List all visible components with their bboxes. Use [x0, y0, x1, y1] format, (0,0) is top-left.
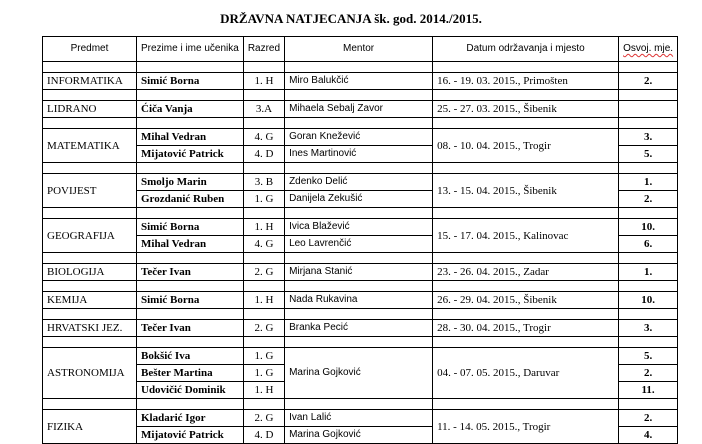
class-cell: 3. B [243, 174, 284, 191]
student-cell: Mijatović Patrick [137, 146, 244, 163]
class-cell: 1. H [243, 73, 284, 90]
spacer-row [43, 399, 678, 410]
student-cell: Simić Borna [137, 219, 244, 236]
mentor-cell: Marina Gojković [285, 348, 433, 399]
table-row [43, 320, 678, 337]
spacer-row [43, 337, 678, 348]
student-cell: Tečer Ivan [137, 320, 244, 337]
place-result-cell: 10. [619, 292, 678, 309]
subject-cell: KEMIJA [43, 292, 137, 309]
student-cell: Bešter Martina [137, 365, 244, 382]
spacer-cell [433, 62, 619, 73]
spacer-cell [433, 253, 619, 264]
spacer-cell [137, 309, 244, 320]
table-row [43, 264, 678, 281]
place-result-cell: 2. [619, 410, 678, 427]
table-row [43, 101, 678, 118]
spacer-cell [43, 399, 137, 410]
spacer-cell [137, 90, 244, 101]
place-result-cell: 6. [619, 236, 678, 253]
student-cell: Simić Borna [137, 292, 244, 309]
place-result-cell: 10. [619, 219, 678, 236]
subject-cell: BIOLOGIJA [43, 264, 137, 281]
class-cell: 4. D [243, 427, 284, 444]
spacer-cell [619, 281, 678, 292]
spacer-cell [619, 163, 678, 174]
date-place-cell: 16. - 19. 03. 2015., Primošten [433, 73, 619, 90]
subject-cell: FIZIKA [43, 410, 137, 444]
spacer-cell [137, 337, 244, 348]
student-cell: Ćiča Vanja [137, 101, 244, 118]
mentor-cell: Miro Balukčić [285, 73, 433, 90]
date-place-cell: 28. - 30. 04. 2015., Trogir [433, 320, 619, 337]
mentor-cell: Marina Gojković [285, 427, 433, 444]
subject-cell: MATEMATIKA [43, 129, 137, 163]
place-result-cell: 1. [619, 174, 678, 191]
mentor-cell: Zdenko Delić [285, 174, 433, 191]
spacer-cell [137, 118, 244, 129]
spacer-cell [243, 163, 284, 174]
student-cell: Mijatović Patrick [137, 427, 244, 444]
student-cell: Tečer Ivan [137, 264, 244, 281]
header-ucenik: Prezime i ime učenika [137, 37, 244, 62]
subject-cell: GEOGRAFIJA [43, 219, 137, 253]
place-result-cell: 5. [619, 146, 678, 163]
class-cell: 1. G [243, 191, 284, 208]
spacer-row [43, 281, 678, 292]
place-result-cell: 2. [619, 73, 678, 90]
place-result-cell: 2. [619, 191, 678, 208]
spacer-cell [433, 281, 619, 292]
spacer-cell [43, 337, 137, 348]
spacer-cell [285, 90, 433, 101]
date-place-cell: 08. - 10. 04. 2015., Trogir [433, 129, 619, 163]
class-cell: 2. G [243, 264, 284, 281]
spacer-cell [43, 309, 137, 320]
spacer-cell [43, 62, 137, 73]
spacer-cell [243, 208, 284, 219]
place-result-cell [619, 101, 678, 118]
spacer-row [43, 90, 678, 101]
student-cell: Simić Borna [137, 73, 244, 90]
table-body [43, 37, 678, 444]
spacer-row [43, 62, 678, 73]
spacer-cell [285, 309, 433, 320]
class-cell: 1. G [243, 348, 284, 365]
competitions-table [42, 36, 678, 444]
class-cell: 1. H [243, 219, 284, 236]
spacer-cell [243, 62, 284, 73]
spacer-cell [619, 309, 678, 320]
place-result-cell: 3. [619, 129, 678, 146]
spacer-cell [433, 118, 619, 129]
mentor-cell: Mihaela Sebalj Zavor [285, 101, 433, 118]
header-predmet: Predmet [43, 37, 137, 62]
table-row [43, 348, 678, 365]
spacer-cell [433, 208, 619, 219]
class-cell: 4. G [243, 236, 284, 253]
date-place-cell: 26. - 29. 04. 2015., Šibenik [433, 292, 619, 309]
mentor-cell: Goran Knežević [285, 129, 433, 146]
spacer-cell [285, 163, 433, 174]
class-cell: 1. H [243, 292, 284, 309]
student-cell: Mihal Vedran [137, 129, 244, 146]
subject-cell: ASTRONOMIJA [43, 348, 137, 399]
student-cell: Bokšić Iva [137, 348, 244, 365]
place-result-cell: 5. [619, 348, 678, 365]
spacer-cell [285, 281, 433, 292]
header-datum: Datum održavanja i mjesto [433, 37, 619, 62]
place-result-cell: 4. [619, 427, 678, 444]
spacer-cell [137, 62, 244, 73]
spacer-cell [43, 281, 137, 292]
spacer-row [43, 309, 678, 320]
subject-cell: INFORMATIKA [43, 73, 137, 90]
spacer-cell [433, 309, 619, 320]
class-cell: 1. G [243, 365, 284, 382]
student-cell: Kladarić Igor [137, 410, 244, 427]
table-row [43, 73, 678, 90]
spacer-cell [243, 281, 284, 292]
spacer-cell [243, 399, 284, 410]
table-row [43, 292, 678, 309]
spacer-cell [137, 253, 244, 264]
class-cell: 2. G [243, 320, 284, 337]
class-cell: 4. G [243, 129, 284, 146]
spacer-cell [137, 281, 244, 292]
spacer-cell [243, 337, 284, 348]
spacer-cell [43, 118, 137, 129]
spacer-cell [619, 253, 678, 264]
spacer-cell [285, 208, 433, 219]
spacer-cell [619, 90, 678, 101]
place-result-cell: 1. [619, 264, 678, 281]
spacer-cell [285, 118, 433, 129]
date-place-cell: 04. - 07. 05. 2015., Daruvar [433, 348, 619, 399]
spacer-cell [285, 337, 433, 348]
table-row [43, 174, 678, 191]
class-cell: 3.A [243, 101, 284, 118]
spacer-cell [285, 399, 433, 410]
subject-cell: LIDRANO [43, 101, 137, 118]
header-row [43, 37, 678, 62]
place-result-cell: 3. [619, 320, 678, 337]
spacer-cell [619, 208, 678, 219]
mentor-cell: Ivica Blažević [285, 219, 433, 236]
spacer-row [43, 163, 678, 174]
spacer-cell [433, 337, 619, 348]
spacer-cell [433, 399, 619, 410]
spacer-cell [619, 399, 678, 410]
spacer-cell [43, 253, 137, 264]
spacer-cell [243, 90, 284, 101]
table-row [43, 410, 678, 427]
table-row [43, 219, 678, 236]
spacer-cell [43, 163, 137, 174]
date-place-cell: 15. - 17. 04. 2015., Kalinovac [433, 219, 619, 253]
student-cell: Udovičić Dominik [137, 382, 244, 399]
subject-cell: POVIJEST [43, 174, 137, 208]
spacer-cell [619, 337, 678, 348]
spacer-cell [43, 90, 137, 101]
table-row [43, 129, 678, 146]
spacer-cell [285, 253, 433, 264]
mentor-cell: Nada Rukavina [285, 292, 433, 309]
spacer-row [43, 118, 678, 129]
spacer-cell [433, 163, 619, 174]
date-place-cell: 23. - 26. 04. 2015., Zadar [433, 264, 619, 281]
date-place-cell: 25. - 27. 03. 2015., Šibenik [433, 101, 619, 118]
place-result-cell: 11. [619, 382, 678, 399]
spacer-row [43, 208, 678, 219]
mentor-cell: Leo Lavrenčić [285, 236, 433, 253]
mentor-cell: Ines Martinović [285, 146, 433, 163]
mentor-cell: Ivan Lalić [285, 410, 433, 427]
spacer-cell [619, 62, 678, 73]
date-place-cell: 13. - 15. 04. 2015., Šibenik [433, 174, 619, 208]
spacer-cell [137, 163, 244, 174]
class-cell: 4. D [243, 146, 284, 163]
subject-cell: HRVATSKI JEZ. [43, 320, 137, 337]
spacer-cell [243, 309, 284, 320]
mentor-cell: Danijela Zekušić [285, 191, 433, 208]
student-cell: Mihal Vedran [137, 236, 244, 253]
spacer-row [43, 253, 678, 264]
mentor-cell: Branka Pecić [285, 320, 433, 337]
page-title: DRŽAVNA NATJECANJA šk. god. 2014./2015. [220, 11, 482, 26]
spacer-cell [137, 208, 244, 219]
spacer-cell [43, 208, 137, 219]
date-place-cell: 11. - 14. 05. 2015., Trogir [433, 410, 619, 444]
place-result-cell: 2. [619, 365, 678, 382]
spacer-cell [243, 118, 284, 129]
mentor-cell: Mirjana Stanić [285, 264, 433, 281]
header-mentor: Mentor [285, 37, 433, 62]
spacer-cell [433, 90, 619, 101]
header-razred: Razred [243, 37, 284, 62]
spacer-cell [137, 399, 244, 410]
class-cell: 1. H [243, 382, 284, 399]
student-cell: Smoljo Marin [137, 174, 244, 191]
spacer-cell [619, 118, 678, 129]
student-cell: Grozdanić Ruben [137, 191, 244, 208]
header-mjesto: Osvoj. mje. [619, 37, 678, 62]
spacer-cell [285, 62, 433, 73]
spacer-cell [243, 253, 284, 264]
class-cell: 2. G [243, 410, 284, 427]
